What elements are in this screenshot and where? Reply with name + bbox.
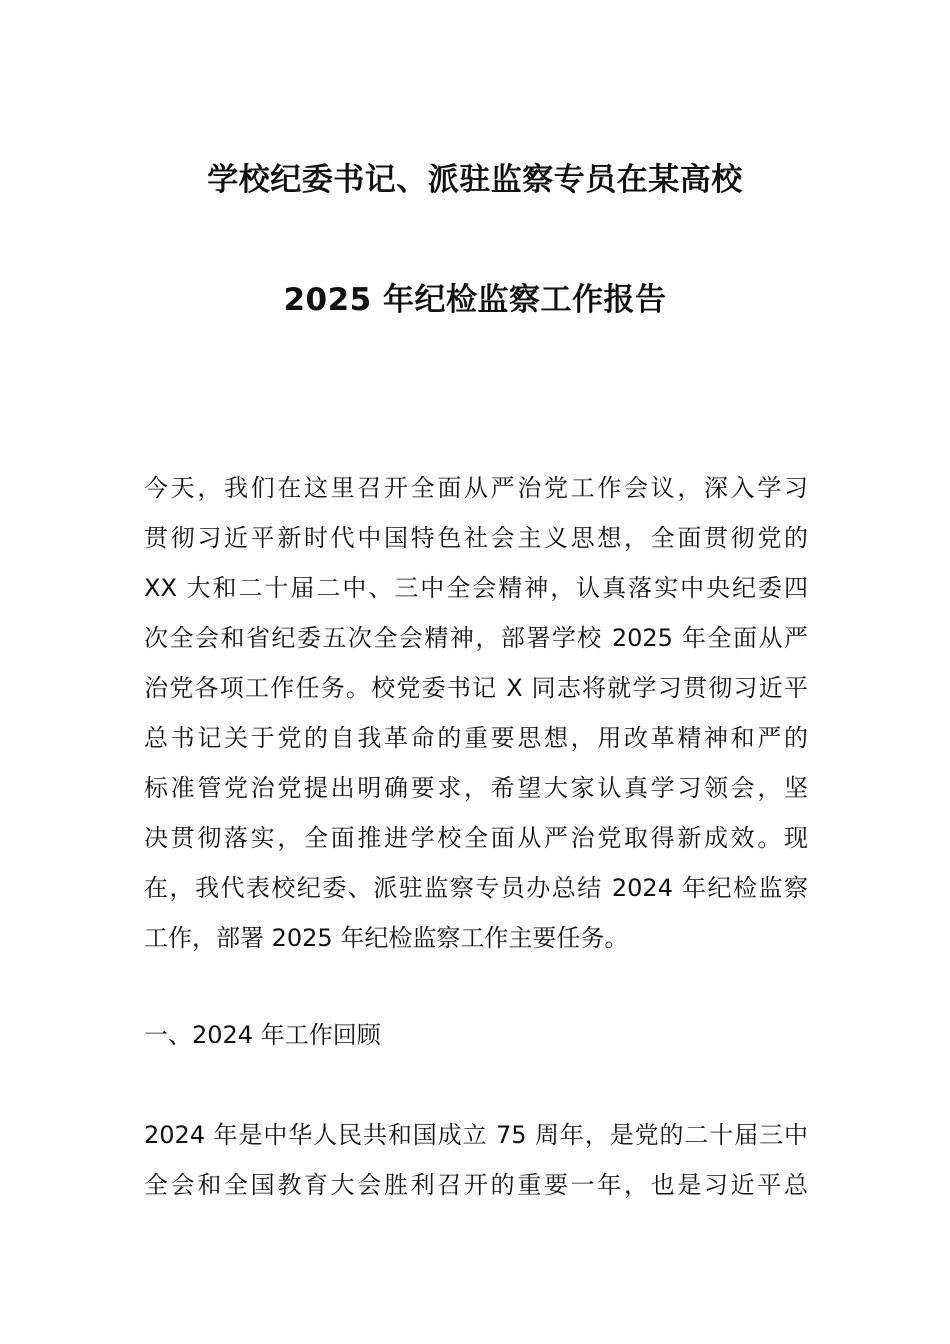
paragraph-line: 工作，部署 2025 年纪检监察工作主要任务。	[144, 924, 629, 952]
document-title-line-2: 2025 年纪检监察工作报告	[283, 282, 667, 318]
paragraph-line: XX 大和二十届二中、三中全会精神，认真落实中央纪委四	[144, 574, 808, 602]
paragraph-line: 决贯彻落实，全面推进学校全面从严治党取得新成效。现	[144, 824, 808, 852]
paragraph-line: 全会和全国教育大会胜利召开的重要一年，也是习近平总	[144, 1171, 808, 1199]
paragraph-line: 标准管党治党提出明确要求，希望大家认真学习领会，坚	[144, 774, 808, 802]
paragraph-line: 总书记关于党的自我革命的重要思想，用改革精神和严的	[144, 724, 808, 752]
document-title-line-1: 学校纪委书记、派驻监察专员在某高校	[207, 162, 743, 198]
review-paragraph	[144, 1110, 808, 1210]
paragraph-line: 在，我代表校纪委、派驻监察专员办总结 2024 年纪检监察	[144, 874, 808, 902]
paragraph-line: 次全会和省纪委五次全会精神，部署学校 2025 年全面从严	[144, 624, 808, 652]
section-heading	[144, 1010, 808, 1060]
paragraph-line: 今天，我们在这里召开全面从严治党工作会议，深入学习	[144, 474, 808, 502]
paragraph-line: 2024 年是中华人民共和国成立 75 周年，是党的二十届三中	[144, 1121, 808, 1149]
paragraph-line: 贯彻习近平新时代中国特色社会主义思想，全面贯彻党的	[144, 524, 808, 552]
opening-paragraph	[144, 463, 808, 963]
section-heading-text: 一、2024 年工作回顾	[144, 1021, 381, 1049]
paragraph-line: 治党各项工作任务。校党委书记 X 同志将就学习贯彻习近平	[144, 674, 808, 702]
